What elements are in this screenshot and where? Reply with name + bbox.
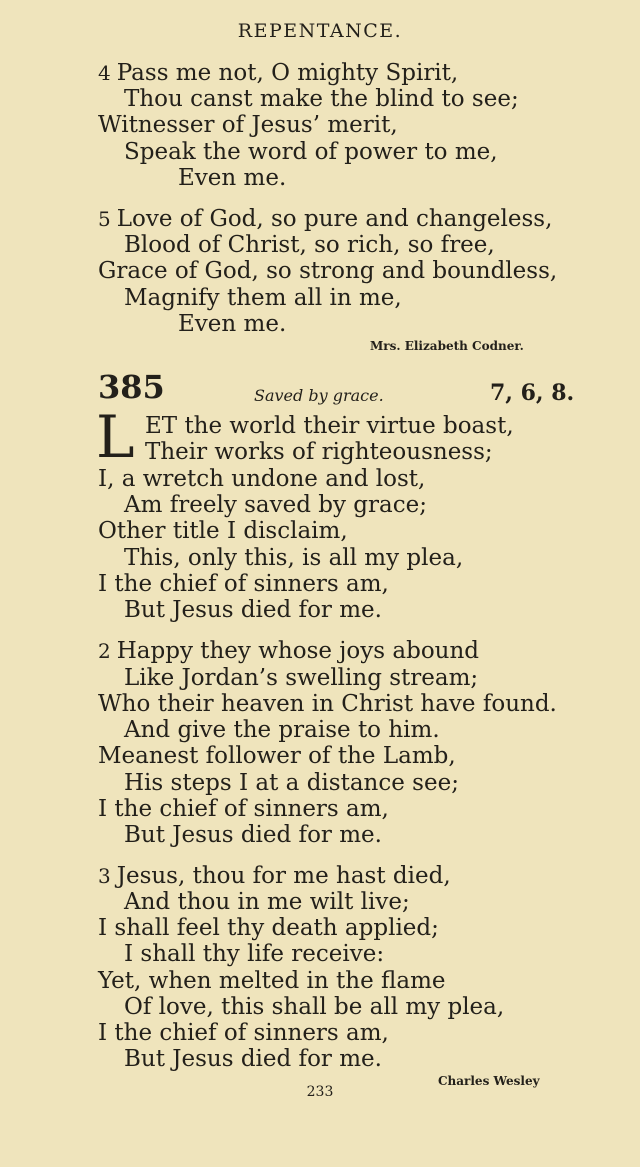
verse-line: Even me.	[178, 311, 287, 337]
verse-number: 5	[98, 207, 111, 231]
verse-number: 4	[98, 61, 111, 85]
author-attribution: Mrs. Elizabeth Codner.	[370, 339, 524, 353]
verse-line: I, a wretch undone and lost,	[98, 466, 426, 492]
verse-line: Blood of Christ, so rich, so free,	[124, 232, 495, 258]
verse-line: Of love, this shall be all my plea,	[124, 994, 505, 1020]
hymn-number: 385	[98, 368, 165, 406]
verse-line: Grace of God, so strong and boundless,	[98, 258, 558, 284]
verse-line: 4 Pass me not, O mighty Spirit,	[98, 60, 459, 86]
hymn-subtitle: Saved by grace.	[254, 386, 384, 405]
page-header: REPENTANCE.	[237, 20, 403, 42]
verse-line: Speak the word of power to me,	[124, 139, 498, 165]
hymn-meter: 7, 6, 8.	[490, 380, 575, 406]
verse-line: This, only this, is all my plea,	[124, 545, 464, 571]
verse-line: I shall thy life receive:	[124, 941, 385, 967]
verse-line: Like Jordan’s swelling stream;	[124, 665, 479, 691]
verse-line: His steps I at a distance see;	[124, 770, 459, 796]
author-attribution: Charles Wesley	[438, 1074, 540, 1088]
verse-line: Thou canst make the blind to see;	[124, 86, 519, 112]
verse-line: I the chief of sinners am,	[98, 1020, 389, 1046]
verse-line: Magnify them all in me,	[124, 285, 402, 311]
verse-line: I shall feel thy death applied;	[98, 915, 439, 941]
verse-line: Other title I disclaim,	[98, 518, 348, 544]
drop-cap: L	[96, 403, 135, 471]
verse-line: Meanest follower of the Lamb,	[98, 743, 456, 769]
verse-line: Witnesser of Jesus’ merit,	[98, 112, 398, 138]
verse-line: Yet, when melted in the flame	[98, 968, 446, 994]
verse-line: ET the world their virtue boast,	[145, 413, 514, 439]
verse-line: I the chief of sinners am,	[98, 571, 389, 597]
verse-line: 3 Jesus, thou for me hast died,	[98, 863, 451, 889]
verse-line: Am freely saved by grace;	[124, 492, 427, 518]
verse-line: And thou in me wilt live;	[124, 889, 410, 915]
verse-line: And give the praise to him.	[124, 717, 440, 743]
verse-number: 3	[98, 864, 111, 888]
verse-line: Their works of righteousness;	[145, 439, 493, 465]
verse-line: But Jesus died for me.	[124, 597, 382, 623]
verse-line: I the chief of sinners am,	[98, 796, 389, 822]
verse-number: 2	[98, 639, 111, 663]
verse-line: Even me.	[178, 165, 287, 191]
verse-line: But Jesus died for me.	[124, 822, 382, 848]
verse-line: 2 Happy they whose joys abound	[98, 638, 480, 664]
verse-line: But Jesus died for me.	[124, 1046, 382, 1072]
verse-line: 5 Love of God, so pure and changeless,	[98, 206, 553, 232]
verse-line: Who their heaven in Christ have found.	[98, 691, 557, 717]
page-number: 233	[306, 1084, 334, 1100]
